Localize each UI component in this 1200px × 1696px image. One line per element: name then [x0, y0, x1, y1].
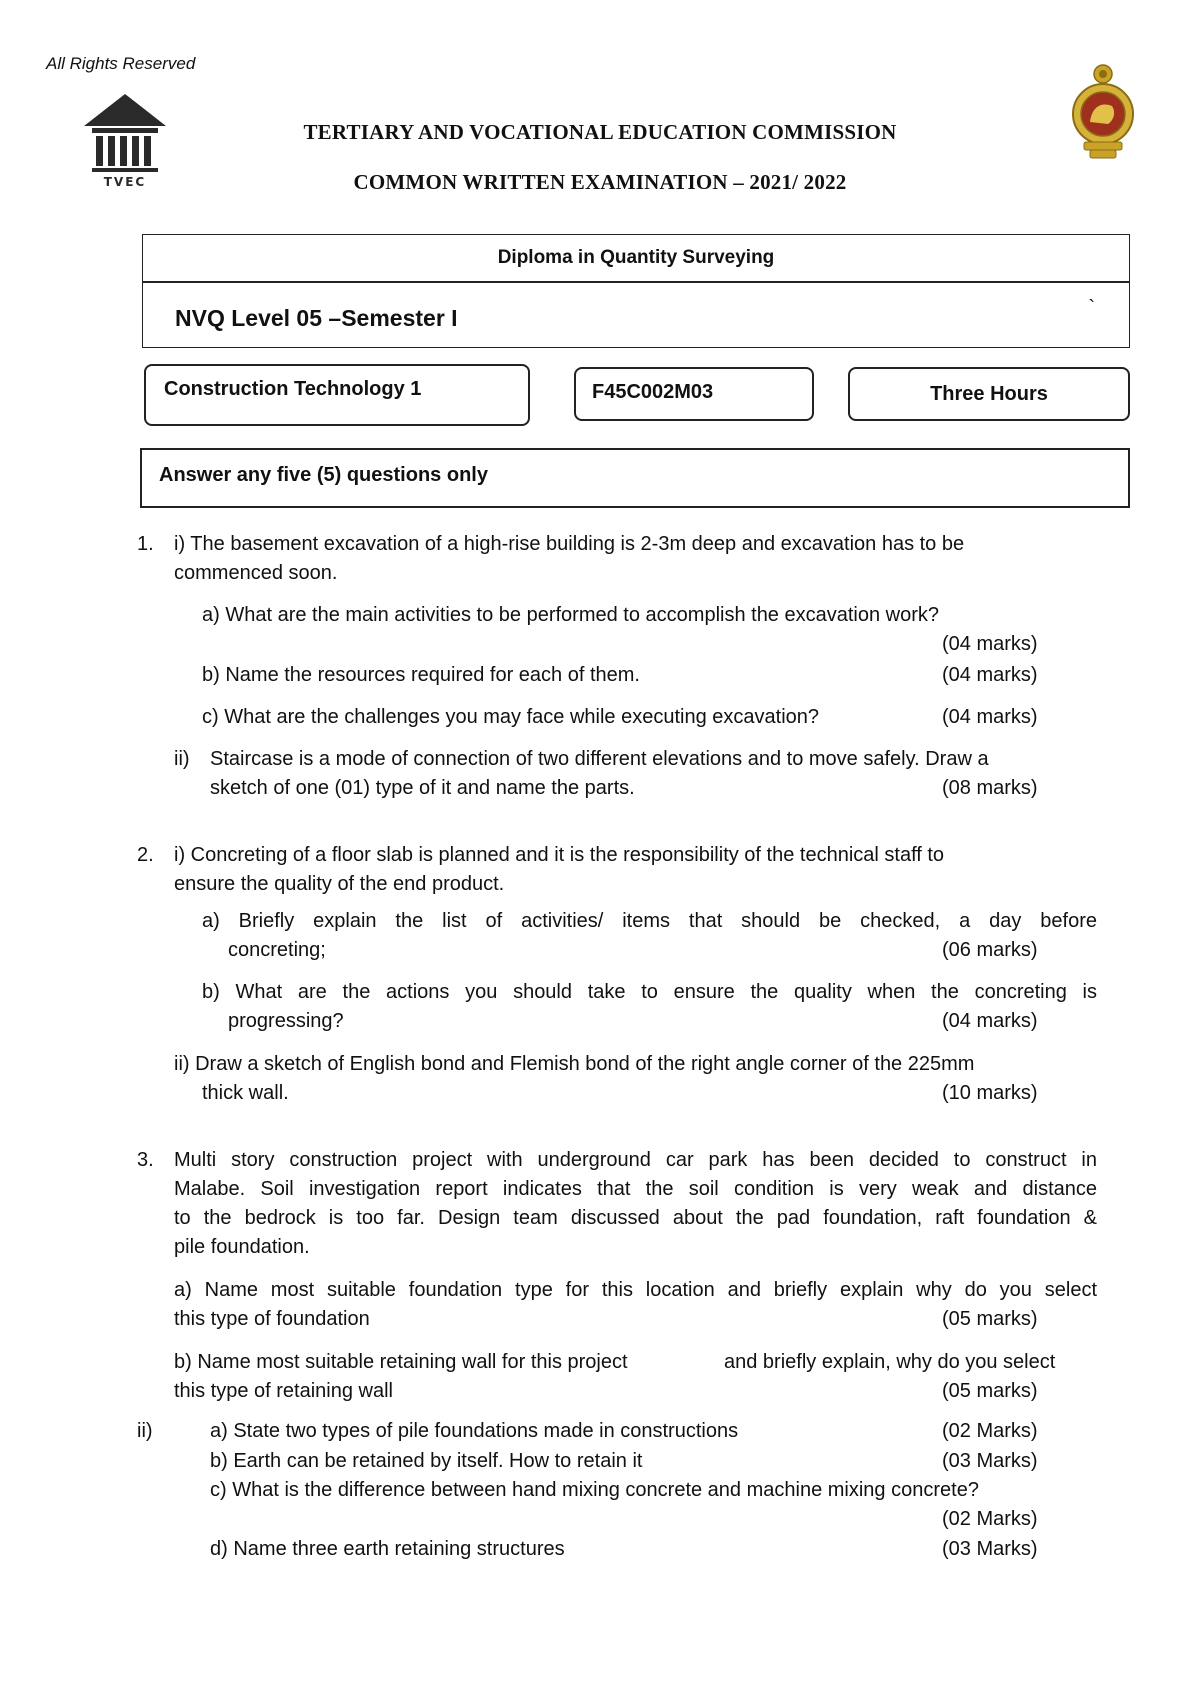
q1-part-i-line1: i) The basement excavation of a high-rise building is 2-3m deep and excavation has to be [174, 533, 965, 555]
q2-sub-b-marks: (04 marks) [942, 1010, 1038, 1032]
q3-sub-a-line2: this type of foundation [174, 1308, 370, 1330]
question-number: 3. [137, 1149, 154, 1171]
q1-part-ii-line1: Staircase is a mode of connection of two different elevations and to move safely. Draw a [210, 748, 989, 770]
q2-sub-a-line1: a) Briefly explain the list of activities/ items that should be checked, a day before [202, 910, 1097, 932]
sri-lanka-emblem [1068, 62, 1138, 162]
q3-ii-b-marks: (03 Marks) [942, 1450, 1038, 1472]
q3-ii-a-marks: (02 Marks) [942, 1420, 1038, 1442]
q1-sub-a: a) What are the main activities to be performed to accomplish the excavation work? [202, 604, 940, 626]
q2-sub-a-marks: (06 marks) [942, 939, 1038, 961]
q1-part-ii-label: ii) [174, 748, 190, 770]
q3-sub-b-line2: this type of retaining wall [174, 1380, 394, 1402]
tvec-logo-text: TVEC [103, 175, 147, 188]
q1-sub-c-marks: (04 marks) [942, 706, 1038, 728]
instruction-box [140, 448, 1130, 508]
q2-part-i-line2: ensure the quality of the end product. [174, 873, 505, 895]
module-name: Construction Technology 1 [144, 364, 530, 426]
q3-ii-c: c) What is the difference between hand mixing concrete and machine mixing concrete? [210, 1479, 979, 1501]
module-code: F45C002M03 [574, 367, 814, 421]
q3-ii-d-marks: (03 Marks) [942, 1538, 1038, 1560]
q3-ii-c-marks: (02 Marks) [942, 1508, 1038, 1530]
q1-part-ii-line2: sketch of one (01) type of it and name the parts. [210, 777, 635, 799]
diploma-title: Diploma in Quantity Surveying [142, 234, 1130, 282]
q2-part-ii-line1: ii) Draw a sketch of English bond and Flemish bond of the right angle corner of the 225mm [174, 1053, 975, 1075]
q3-ii-d: d) Name three earth retaining structures [210, 1538, 565, 1560]
q1-part-i-line2: commenced soon. [174, 562, 338, 584]
q2-sub-b-line2: progressing? [228, 1010, 344, 1032]
q3-sub-b-line1a: b) Name most suitable retaining wall for this project [174, 1351, 628, 1373]
nvq-level: NVQ Level 05 –Semester I [175, 305, 458, 331]
q3-para-line4: pile foundation. [174, 1236, 310, 1258]
rights-reserved-note: All Rights Reserved [46, 54, 196, 73]
q3-para-line1: Multi story construction project with underground car park has been decided to construct in [174, 1149, 1097, 1171]
stray-mark: ` [1088, 297, 1095, 319]
q3-sub-a-marks: (05 marks) [942, 1308, 1038, 1330]
q3-para-line3: to the bedrock is too far. Design team discussed about the pad foundation, raft foundation & [174, 1207, 1097, 1229]
q3-part-ii-label: ii) [137, 1420, 153, 1442]
q2-part-ii-marks: (10 marks) [942, 1082, 1038, 1104]
q3-sub-b-marks: (05 marks) [942, 1380, 1038, 1402]
q1-sub-b-marks: (04 marks) [942, 664, 1038, 686]
q3-para-line2: Malabe. Soil investigation report indicates that the soil condition is very weak and distance [174, 1178, 1097, 1200]
q1-part-ii-marks: (08 marks) [942, 777, 1038, 799]
q1-sub-c: c) What are the challenges you may face while executing excavation? [202, 706, 820, 728]
exam-duration: Three Hours [848, 367, 1130, 421]
question-number: 1. [137, 533, 154, 555]
q3-ii-a: a) State two types of pile foundations made in constructions [210, 1420, 739, 1442]
question-number: 2. [137, 844, 154, 866]
q3-sub-a-line1: a) Name most suitable foundation type for this location and briefly explain why do you select [174, 1279, 1097, 1301]
instruction-text: Answer any five (5) questions only [159, 464, 488, 486]
q2-part-i-line1: i) Concreting of a floor slab is planned and it is the responsibility of the technical staff to [174, 844, 945, 866]
nvq-level-box [142, 282, 1130, 348]
exam-title: COMMON WRITTEN EXAMINATION – 2021/ 2022 [353, 170, 847, 194]
commission-title: TERTIARY AND VOCATIONAL EDUCATION COMMISSION [303, 120, 897, 144]
q1-sub-a-marks: (04 marks) [942, 633, 1038, 655]
q1-sub-b: b) Name the resources required for each of them. [202, 664, 640, 686]
q2-sub-b-line1: b) What are the actions you should take to ensure the quality when the concreting is [202, 981, 1097, 1003]
q2-part-ii-line2: thick wall. [202, 1082, 289, 1104]
q3-ii-b: b) Earth can be retained by itself. How to retain it [210, 1450, 643, 1472]
q3-sub-b-line1b: and briefly explain, why do you select [724, 1351, 1056, 1373]
q2-sub-a-line2: concreting; [228, 939, 326, 961]
